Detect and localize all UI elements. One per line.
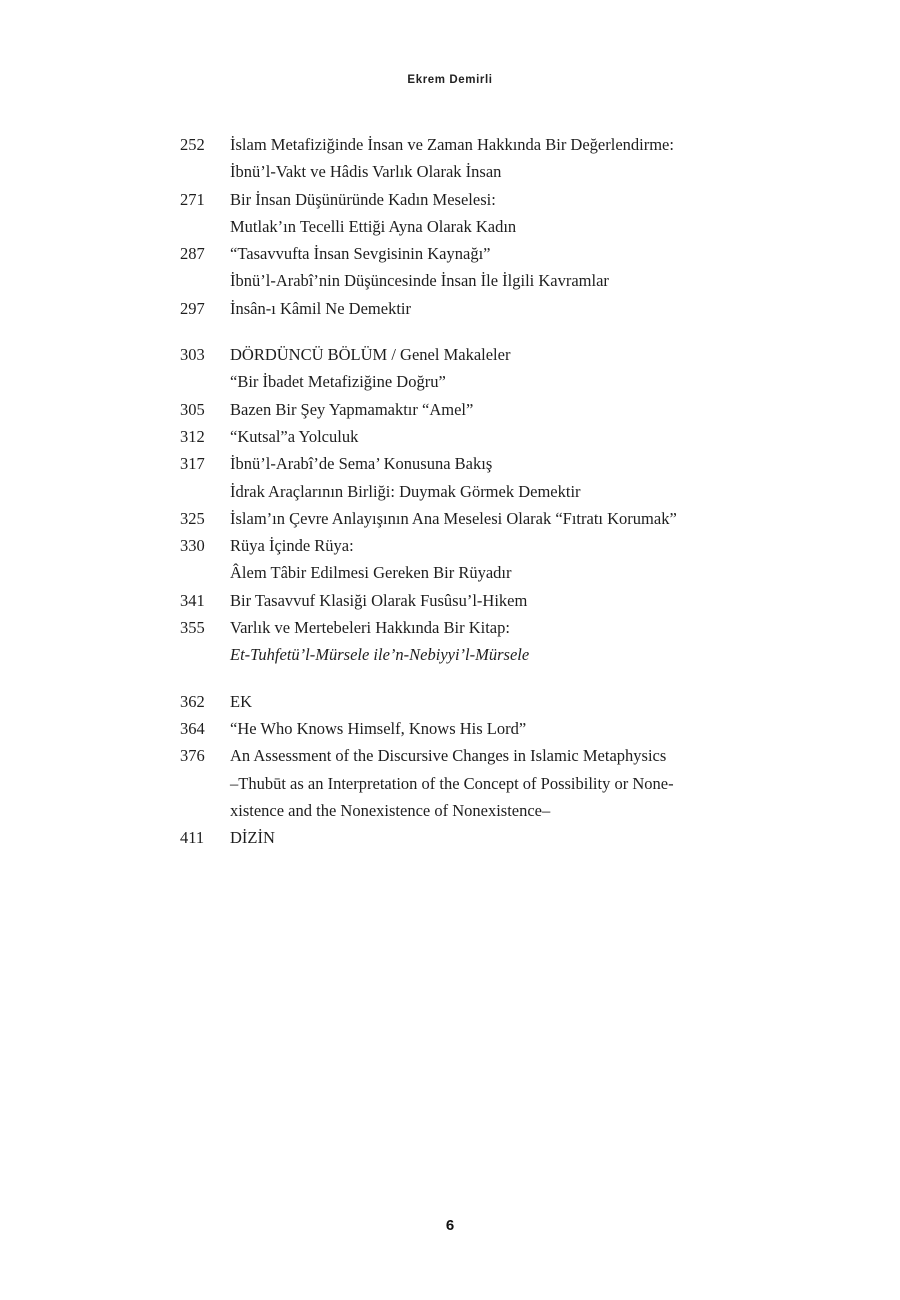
- toc-title-line: “Bir İbadet Metafiziğine Doğru”: [230, 372, 446, 392]
- toc-title: [230, 341, 780, 396]
- toc-page-number: 305: [180, 399, 205, 419]
- toc-title-line: İslam’ın Çevre Anlayışının Ana Meselesi Olarak “Fıtratı Korumak”: [230, 508, 677, 528]
- toc-entry: [180, 450, 780, 505]
- toc-title-line: İbnü’l-Arabî’nin Düşüncesinde İnsan İle İlgili Kavramlar: [230, 271, 609, 291]
- toc-title: [230, 715, 780, 742]
- page-number: 6: [445, 1217, 455, 1234]
- toc-title-line: –Thubūt as an Interpretation of the Concept of Possibility or None-: [230, 773, 674, 793]
- toc-page-number: 325: [180, 508, 205, 528]
- section-gap: [180, 669, 780, 688]
- toc-title: [230, 240, 780, 295]
- toc-entry: [180, 587, 780, 614]
- toc-title: [230, 450, 780, 505]
- toc-page-number: 312: [180, 426, 205, 446]
- toc-entry: [180, 131, 780, 186]
- toc-title-line: DÖRDÜNCÜ BÖLÜM / Genel Makaleler: [230, 345, 511, 365]
- toc-title-line: An Assessment of the Discursive Changes in Islamic Metaphysics: [230, 746, 667, 766]
- toc-title-line: Bazen Bir Şey Yapmamaktır “Amel”: [230, 399, 474, 419]
- toc-title-line: Varlık ve Mertebeleri Hakkında Bir Kitap:: [230, 618, 510, 638]
- toc-title-line: İslam Metafiziğinde İnsan ve Zaman Hakkında Bir Değerlendirme:: [230, 135, 674, 154]
- toc-title-line: İbnü’l-Arabî’de Sema’ Konusuna Bakış: [230, 454, 493, 474]
- toc-title: [230, 587, 780, 614]
- toc-title: [230, 295, 780, 322]
- toc-entry: [180, 742, 780, 824]
- toc-title: [230, 614, 780, 669]
- toc-page-number: 271: [180, 189, 205, 209]
- toc-title-line: “Kutsal”a Yolculuk: [230, 426, 359, 446]
- toc-title-line: İdrak Araçlarının Birliği: Duymak Görmek Demektir: [230, 481, 581, 501]
- toc-entry: [180, 240, 780, 295]
- toc-page-number: 252: [180, 135, 205, 154]
- toc-title: [230, 131, 780, 186]
- toc-title: [230, 505, 780, 532]
- toc-title: [230, 742, 780, 824]
- toc-entry: [180, 715, 780, 742]
- toc-page-number: 330: [180, 536, 205, 556]
- toc-page-number: 297: [180, 298, 205, 318]
- toc-page-number: 411: [180, 828, 205, 848]
- section-gap: [180, 322, 780, 341]
- toc-entry: [180, 186, 780, 241]
- toc-title-line: EK: [230, 691, 252, 711]
- toc-page-number: 364: [180, 718, 205, 738]
- toc-title-line: xistence and the Nonexistence of Nonexistence–: [230, 800, 551, 820]
- toc-title-line: Bir Tasavvuf Klasiği Olarak Fusûsu’l-Hikem: [230, 590, 528, 610]
- toc-title: [230, 688, 780, 715]
- toc-title-line: İnsân-ı Kâmil Ne Demektir: [230, 298, 411, 318]
- toc-page-number: 362: [180, 691, 205, 711]
- toc-title-line: Et-Tuhfetü’l-Mürsele ile’n-Nebiyyi’l-Mürsele: [230, 645, 530, 665]
- table-of-contents: [180, 131, 780, 851]
- toc-entry: [180, 423, 780, 450]
- toc-entry: [180, 614, 780, 669]
- toc-title-line: İbnü’l-Vakt ve Hâdis Varlık Olarak İnsan: [230, 162, 502, 182]
- toc-title-line: Rüya İçinde Rüya:: [230, 536, 354, 556]
- toc-title: [230, 532, 780, 587]
- toc-title-line: Bir İnsan Düşünüründe Kadın Meselesi:: [230, 189, 496, 209]
- toc-entry: [180, 532, 780, 587]
- toc-title: [230, 824, 780, 851]
- toc-title-line: “He Who Knows Himself, Knows His Lord”: [230, 718, 527, 738]
- toc-page-number: 376: [180, 746, 205, 766]
- toc-title-line: “Tasavvufta İnsan Sevgisinin Kaynağı”: [230, 244, 491, 264]
- toc-title: [230, 186, 780, 241]
- toc-page-number: 341: [180, 590, 205, 610]
- toc-entry: [180, 341, 780, 396]
- toc-title-line: Âlem Tâbir Edilmesi Gereken Bir Rüyadır: [230, 563, 512, 583]
- toc-page-number: 317: [180, 454, 205, 474]
- toc-entry: [180, 824, 780, 851]
- toc-entry: [180, 295, 780, 322]
- toc-title: [230, 396, 780, 423]
- running-header-author: Ekrem Demirli: [407, 74, 493, 86]
- toc-title-line: Mutlak’ın Tecelli Ettiği Ayna Olarak Kadın: [230, 216, 517, 236]
- toc-title: [230, 423, 780, 450]
- toc-page-number: 287: [180, 244, 205, 264]
- toc-title-line: DİZİN: [230, 828, 275, 848]
- toc-entry: [180, 505, 780, 532]
- toc-page-number: 355: [180, 618, 205, 638]
- toc-entry: [180, 396, 780, 423]
- toc-entry: [180, 688, 780, 715]
- toc-page-number: 303: [180, 345, 205, 365]
